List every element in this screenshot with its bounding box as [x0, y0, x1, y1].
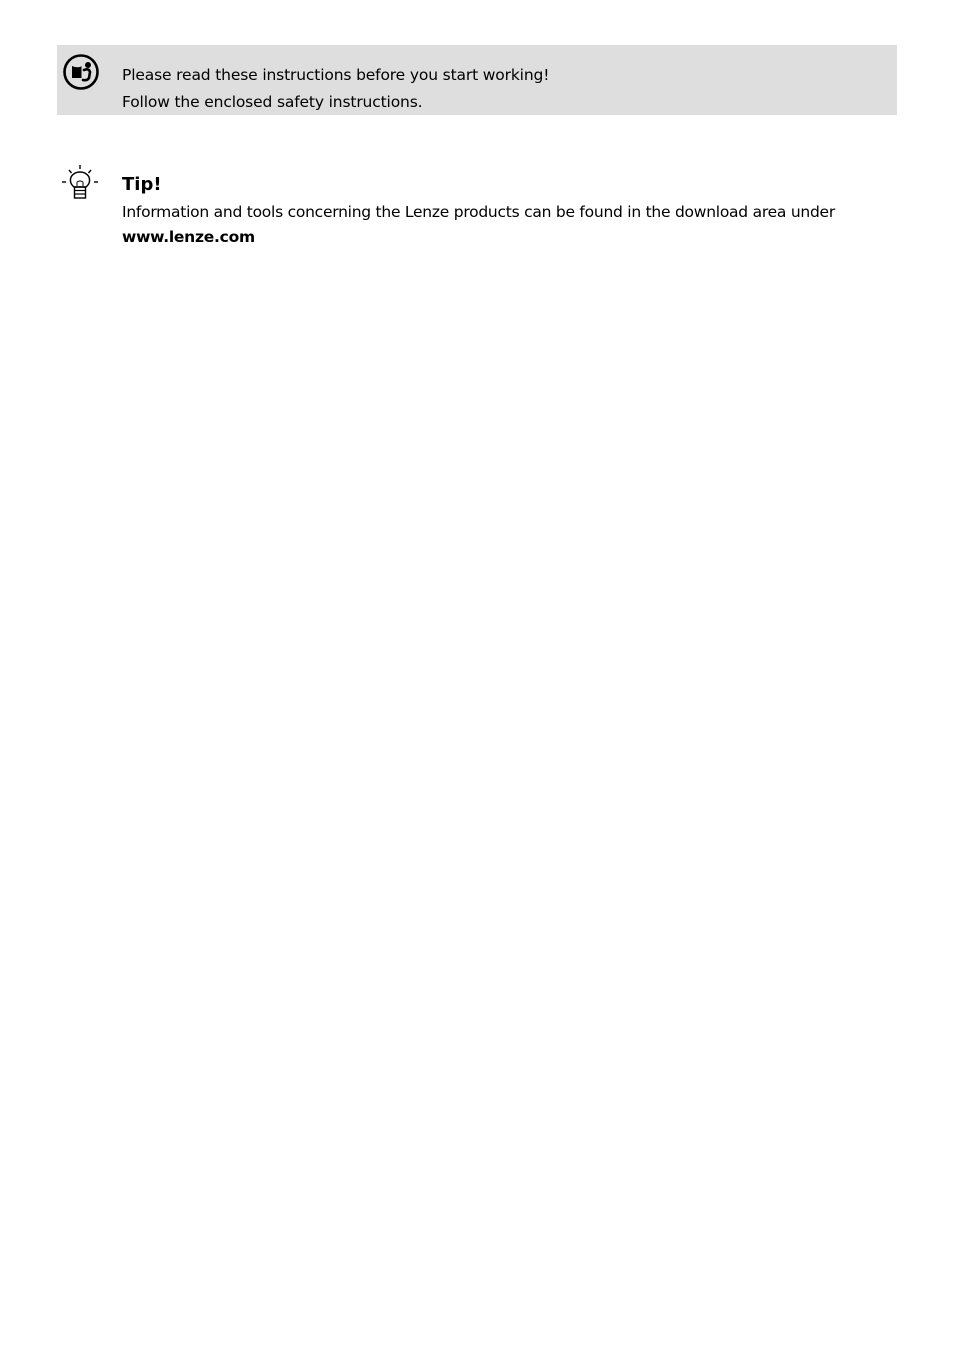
- lenze-website-link[interactable]: www.lenze.com: [122, 228, 255, 246]
- safety-notice-box: [57, 45, 897, 115]
- notice-line-2: Follow the enclosed safety instructions.: [122, 93, 423, 111]
- tip-body: [122, 200, 902, 250]
- tip-heading: Tip!: [122, 174, 162, 195]
- safety-notice-text: [122, 62, 549, 116]
- tip-body-text: Information and tools concerning the Lenze products can be found in the download area under: [122, 203, 835, 221]
- lightbulb-icon: [60, 163, 100, 203]
- read-instructions-icon: [62, 53, 100, 91]
- notice-line-1: Please read these instructions before you start working!: [122, 66, 550, 84]
